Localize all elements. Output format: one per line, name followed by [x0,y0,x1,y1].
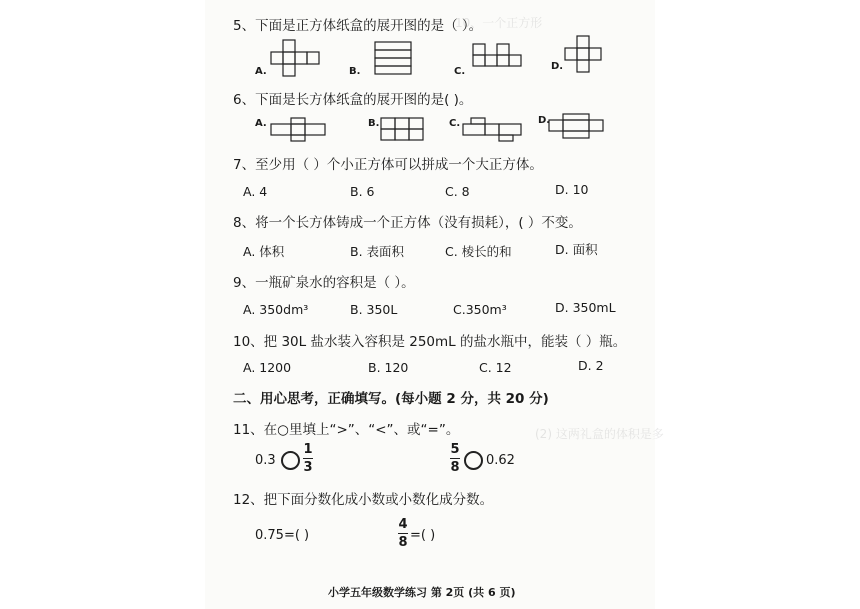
q7-option-c: C. 8 [445,184,470,199]
q8-option-b: B. 表面积 [350,244,405,259]
q12-right-expression-tail: =( ) [410,528,436,543]
question-8-stem: 8、将一个长方体铸成一个正方体（没有损耗），( ）不变。 [233,215,582,231]
fraction-bar [303,458,313,459]
q5-net-a [271,40,321,80]
q7-option-b: B. 6 [350,184,375,199]
q9-option-b: B. 350L [350,302,398,317]
q5-option-c-label: C. [454,66,466,77]
question-7-stem: 7、至少用（ ）个小正方体可以拼成一个大正方体。 [233,157,543,173]
bleed-through-text: 10、一个正方形 [455,16,543,30]
q5-net-b [363,42,423,80]
question-5-stem: 5、下面是正方体纸盒的展开图的是（ ）。 [233,18,483,34]
q5-option-d-label: D. [551,61,564,72]
fraction-bar [450,458,460,459]
q10-option-d: D. 2 [578,358,604,373]
q7-option-a: A. 4 [243,184,268,199]
q9-option-d: D. 350mL [555,300,616,315]
q6-net-b [381,118,429,142]
fraction-numerator: 4 [398,517,408,532]
q9-option-a: A. 350dm³ [243,302,309,317]
page-footer: 小学五年级数学练习 第 2页 (共 6 页) [328,586,516,599]
q10-option-a: A. 1200 [243,360,292,375]
q6-net-d [549,114,613,140]
q6-option-c-label: C. [449,118,461,129]
q8-option-a: A. 体积 [243,244,285,259]
q5-option-b-label: B. [349,66,361,77]
fraction-denominator: 8 [398,535,408,550]
q6-option-b-label: B. [368,118,380,129]
fraction-bar [398,533,408,534]
question-11-stem: 11、在○里填上“>”、“<”、或“=”。 [233,422,460,438]
question-12-stem: 12、把下面分数化成小数或小数化成分数。 [233,492,494,508]
q12-right-fraction [398,517,408,550]
fraction-denominator: 8 [450,460,460,475]
fraction-numerator: 5 [450,442,460,457]
q11-right-decimal: 0.62 [486,453,515,468]
q10-option-c: C. 12 [479,360,512,375]
fraction-numerator: 1 [303,442,313,457]
section-2-heading: 二、用心思考，正确填写。(每小题 2 分，共 20 分) [233,391,549,407]
q11-left-comparison-circle[interactable] [281,451,300,470]
q7-option-d: D. 10 [555,182,589,197]
bleed-through-text: (2) 这两礼盒的体积是多 [535,427,664,441]
q6-net-a [271,118,335,142]
exam-page [205,0,664,609]
q9-option-c: C.350m³ [453,302,507,317]
q5-net-c [467,44,527,74]
q11-right-comparison-circle[interactable] [464,451,483,470]
q10-option-b: B. 120 [368,360,409,375]
q5-net-d [565,36,615,76]
q5-option-a-label: A. [255,66,267,77]
fraction-denominator: 3 [303,460,313,475]
q8-option-c: C. 棱长的和 [445,244,512,259]
q6-net-c [463,118,523,142]
question-6-stem: 6、下面是长方体纸盒的展开图的是( )。 [233,92,473,108]
q11-right-fraction [450,442,460,475]
q11-left-fraction [303,442,313,475]
q11-left-decimal: 0.3 [255,453,276,468]
q6-option-d-label: D. [538,115,551,126]
q8-option-d: D. 面积 [555,242,598,257]
q6-option-a-label: A. [255,118,267,129]
question-10-stem: 10、把 30L 盐水装入容积是 250mL 的盐水瓶中，能装（ ）瓶。 [233,334,627,350]
q12-left-expression: 0.75=( ) [255,528,310,543]
question-9-stem: 9、一瓶矿泉水的容积是（ ）。 [233,275,415,291]
